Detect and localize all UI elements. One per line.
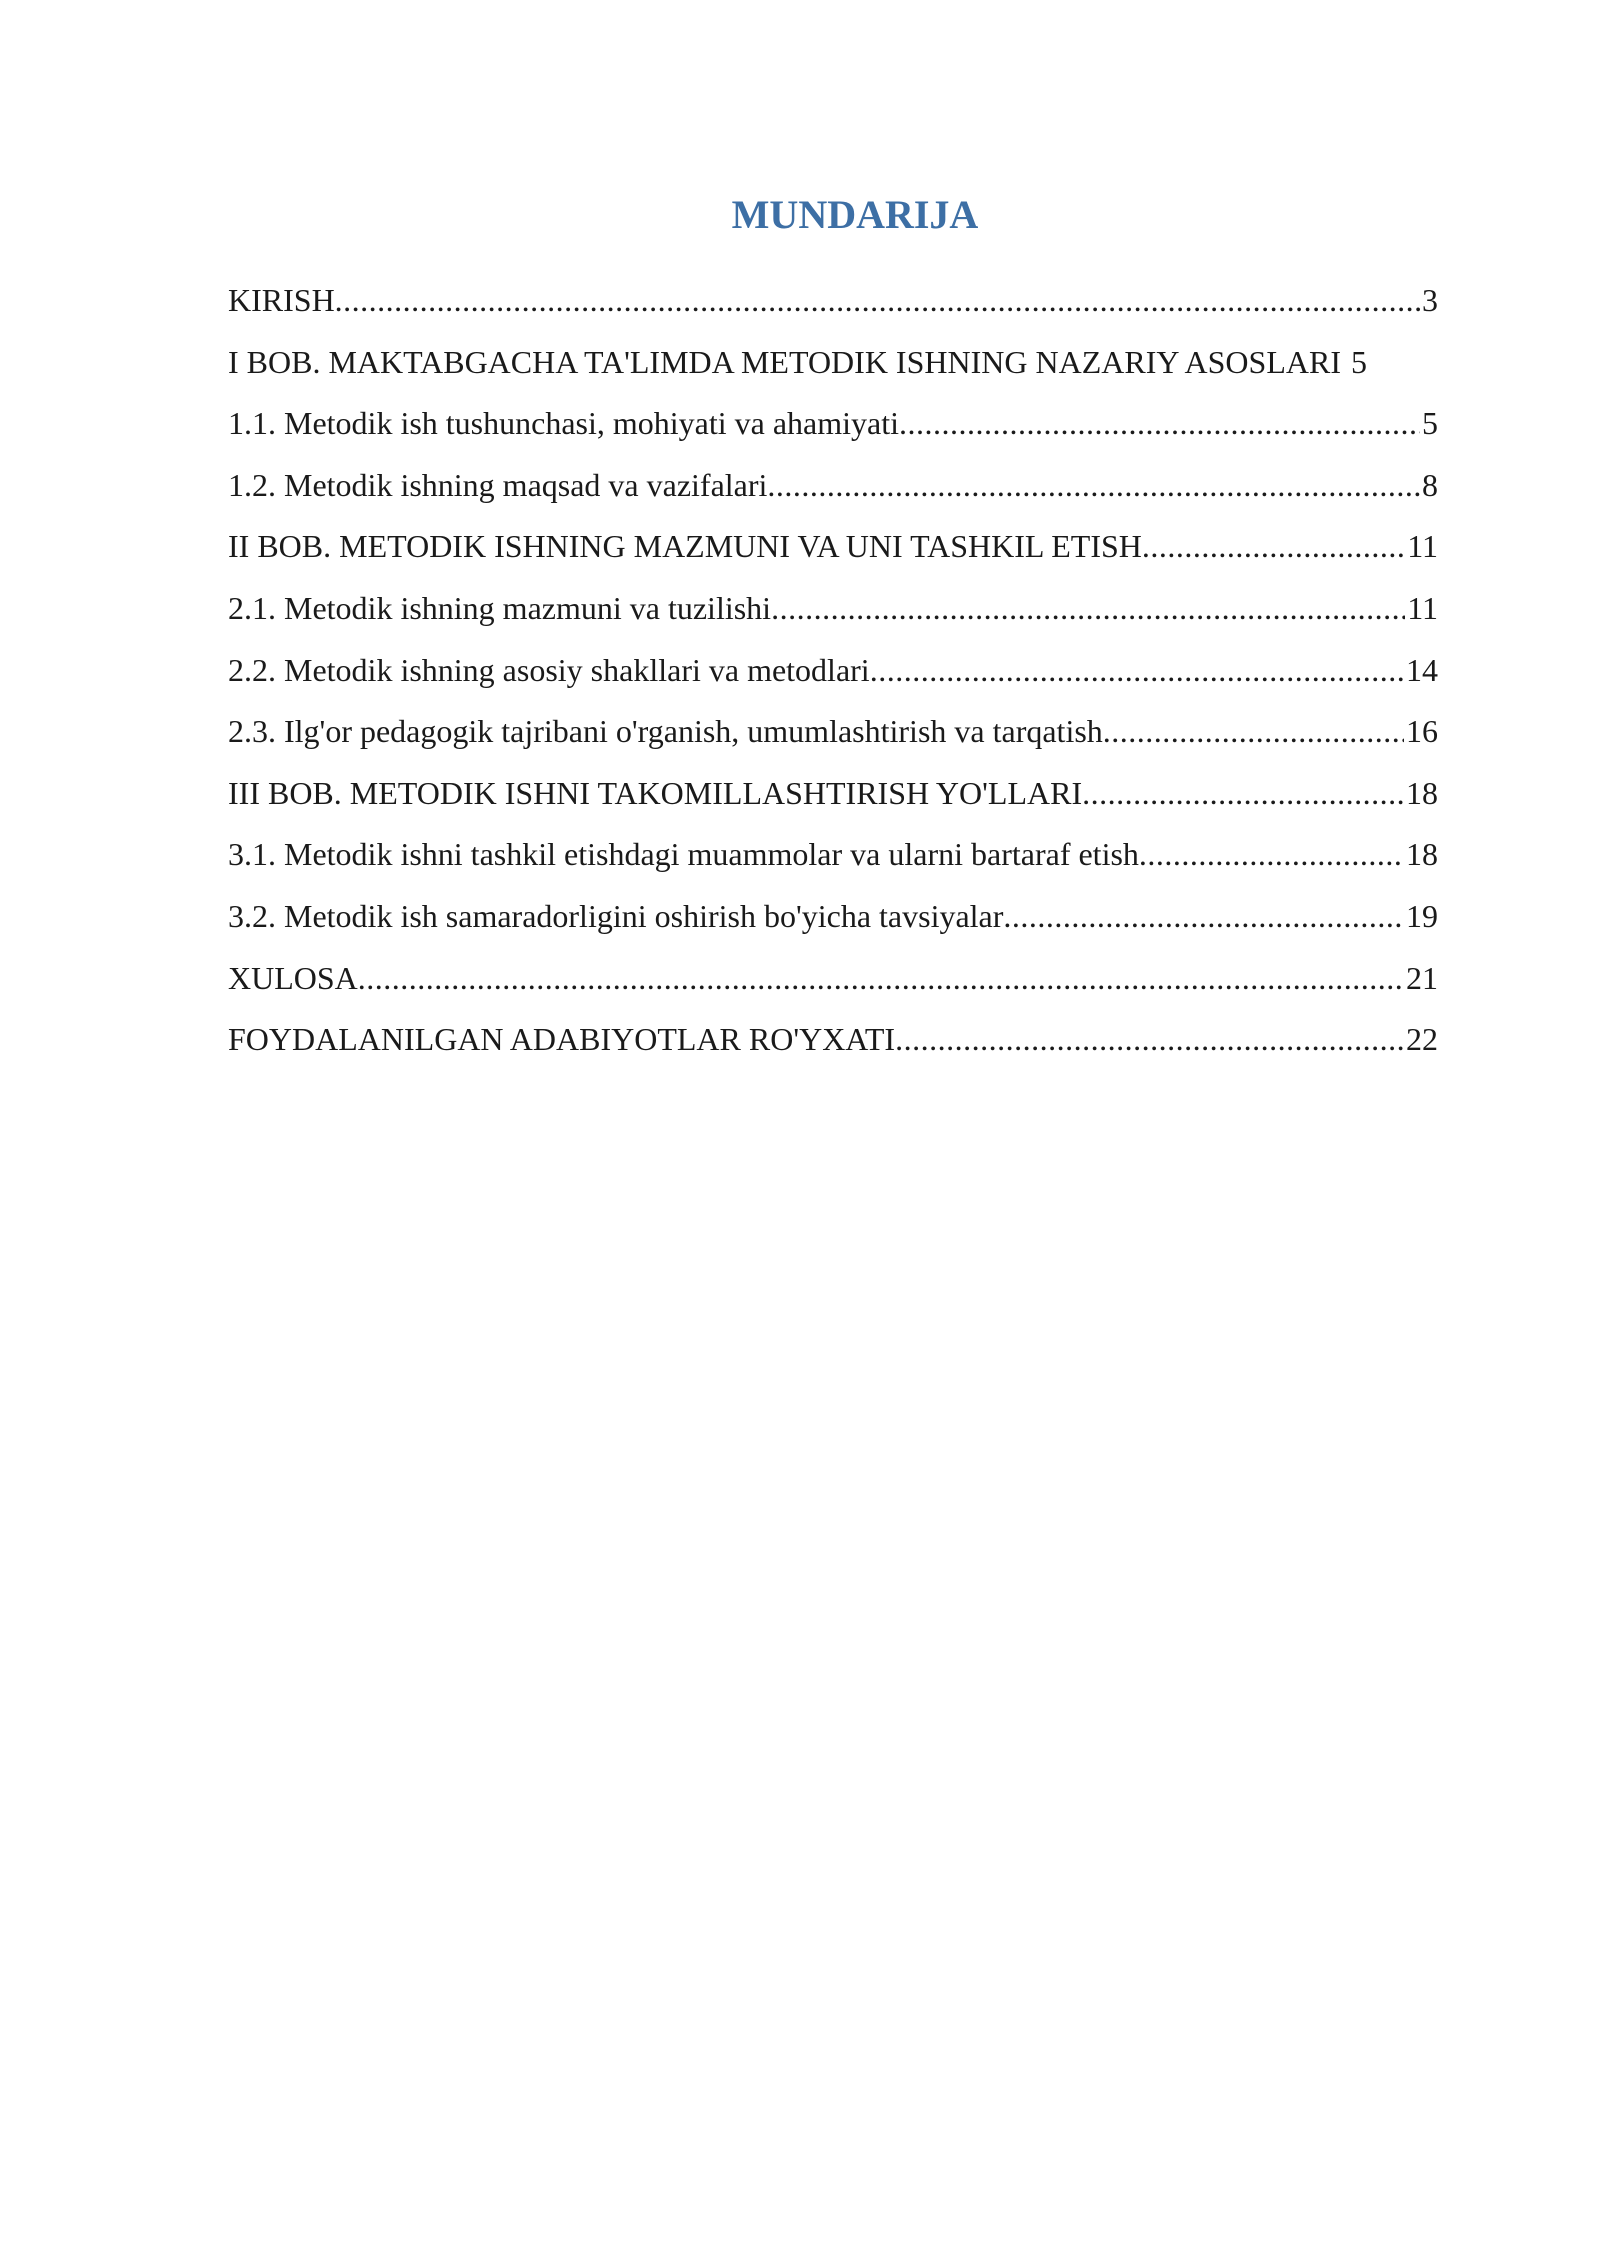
toc-page-number: 22	[1406, 1021, 1438, 1058]
toc-page-number: 5	[1350, 343, 1367, 380]
toc-entry-section-2-1[interactable]	[228, 583, 1438, 645]
toc-entry-text: XULOSA	[228, 959, 358, 996]
toc-entry-section-3-1[interactable]	[228, 829, 1438, 891]
toc-entry-text: II BOB. METODIK ISHNING MAZMUNI VA UNI TASHKIL ETISH	[228, 528, 1142, 565]
toc-entry-text: 2.2. Metodik ishning asosiy shakllari va metodlari	[228, 651, 870, 688]
toc-dot-leader	[1082, 768, 1404, 818]
toc-title: MUNDARIJA	[731, 192, 979, 237]
toc-page-number: 3	[1422, 282, 1438, 318]
toc-entry-section-1-1[interactable]	[228, 398, 1438, 460]
toc-page-number: 18	[1406, 774, 1438, 811]
table-of-contents	[228, 275, 1438, 1076]
toc-dot-leader	[870, 645, 1404, 695]
toc-entry-references[interactable]	[228, 1014, 1438, 1076]
toc-entry-section-1-2[interactable]	[228, 460, 1438, 522]
toc-dot-leader	[358, 953, 1404, 1003]
toc-entry-section-2-2[interactable]	[228, 645, 1438, 707]
toc-page-number: 21	[1406, 959, 1438, 996]
toc-entry-text: 1.1. Metodik ish tushunchasi, mohiyati va ahamiyati	[228, 405, 900, 442]
toc-dot-leader	[335, 275, 1420, 325]
toc-page-number: 11	[1407, 589, 1438, 626]
toc-entry-text: 3.2. Metodik ish samaradorligini oshirish bo'yicha tavsiyalar	[228, 897, 1004, 934]
toc-entry-text: 2.1. Metodik ishning mazmuni va tuzilishi	[228, 589, 772, 626]
toc-page-number: 8	[1422, 466, 1438, 503]
toc-entry-xulosa[interactable]	[228, 953, 1438, 1015]
toc-page-number: 16	[1406, 713, 1438, 750]
toc-entry-chapter-3[interactable]	[228, 768, 1438, 830]
toc-page-number: 19	[1406, 897, 1438, 934]
toc-entry-text: I BOB. MAKTABGACHA TA'LIMDA METODIK ISHNING NAZARIY ASOSLARI	[228, 343, 1341, 380]
toc-dot-leader	[771, 583, 1405, 633]
toc-page-number: 5	[1422, 405, 1438, 442]
toc-page-number: 14	[1406, 651, 1438, 688]
toc-entry-text: KIRISH	[228, 282, 335, 318]
toc-dot-leader	[1003, 891, 1404, 941]
toc-entry-section-3-2[interactable]	[228, 891, 1438, 953]
toc-entry-kirish[interactable]	[228, 275, 1438, 337]
toc-entry-text: 3.1. Metodik ishni tashkil etishdagi muammolar va ularni bartaraf etish	[228, 836, 1139, 873]
toc-entry-text: 2.3. Ilg'or pedagogik tajribani o'rganish, umumlashtirish va tarqatish	[228, 713, 1103, 750]
toc-dot-leader	[1142, 521, 1405, 571]
toc-dot-leader	[767, 460, 1420, 510]
toc-entry-section-2-3[interactable]	[228, 706, 1438, 768]
toc-entry-chapter-1[interactable]	[228, 337, 1438, 399]
toc-entry-text: III BOB. METODIK ISHNI TAKOMILLASHTIRISH YO'LLARI	[228, 774, 1083, 811]
toc-page-number: 18	[1406, 836, 1438, 873]
toc-dot-leader	[895, 1014, 1404, 1064]
toc-dot-leader	[1103, 706, 1404, 756]
toc-dot-leader	[1139, 829, 1404, 879]
toc-page-number: 11	[1407, 528, 1438, 565]
toc-dot-leader	[899, 398, 1420, 448]
toc-entry-text: FOYDALANILGAN ADABIYOTLAR RO'YXATI	[228, 1021, 896, 1058]
toc-entry-text: 1.2. Metodik ishning maqsad va vazifalari	[228, 466, 768, 503]
toc-entry-chapter-2[interactable]	[228, 521, 1438, 583]
